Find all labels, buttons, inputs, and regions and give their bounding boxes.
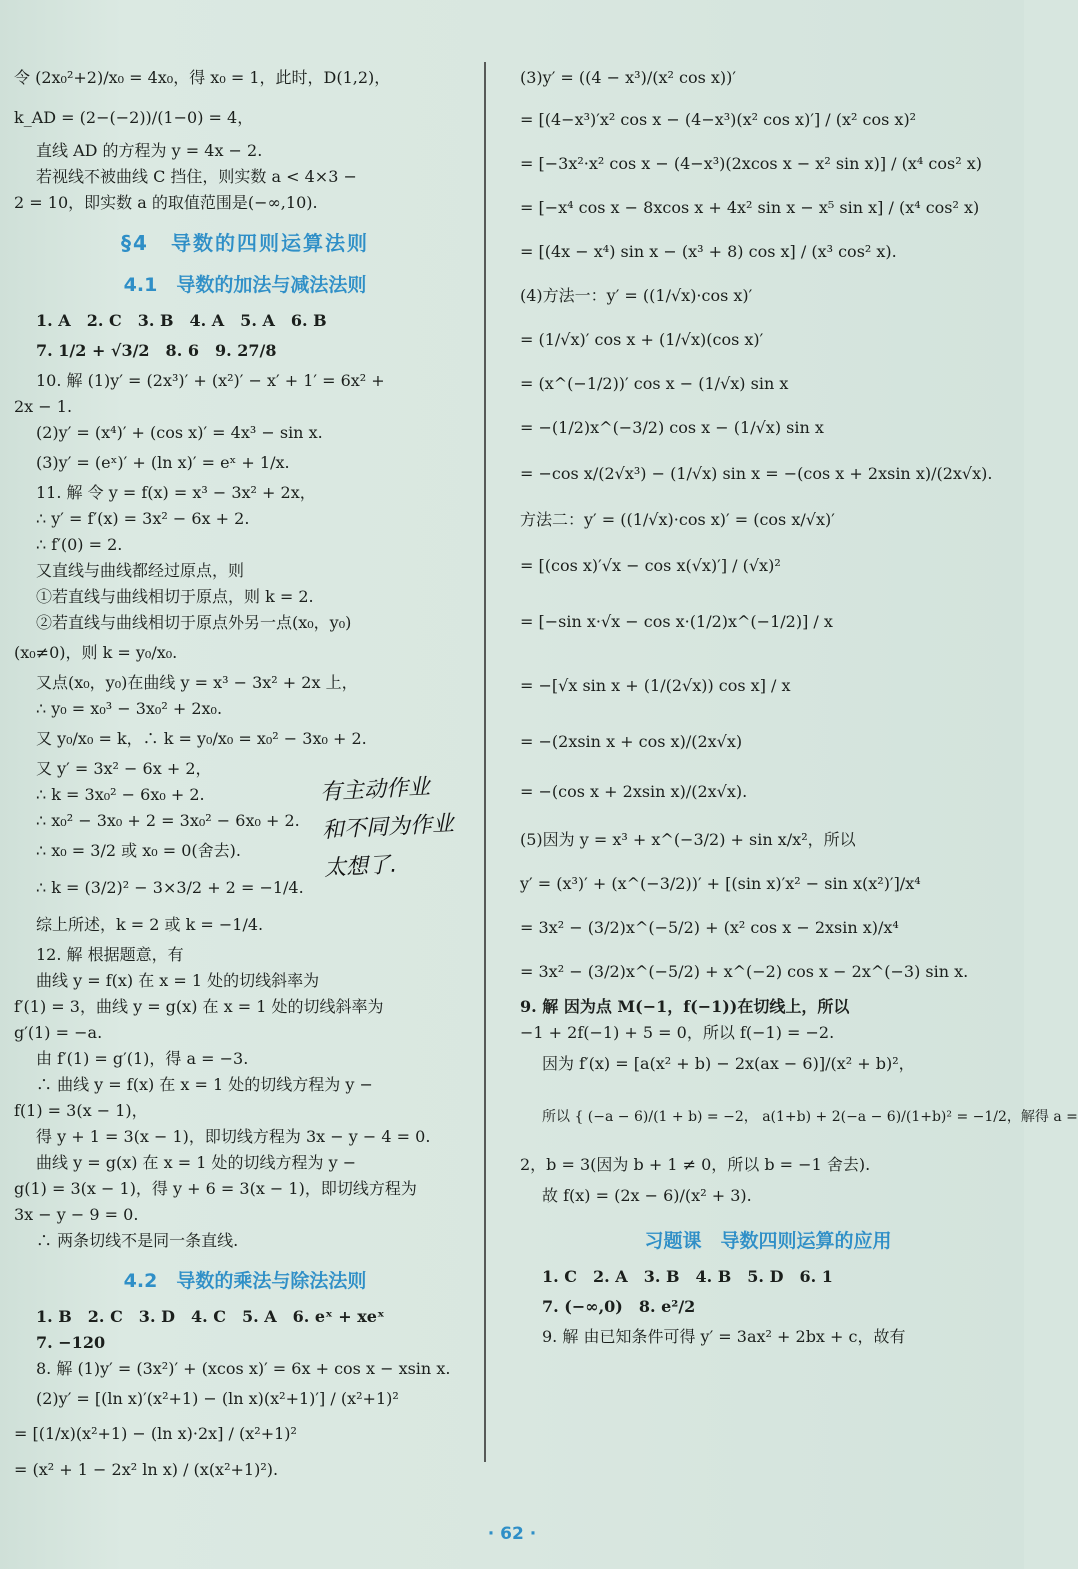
text-line: f(1) = 3(x − 1)， <box>14 1101 148 1120</box>
text-line: = [−x⁴ cos x − 8xcos x + 4x² sin x − x⁵ sin x] / (x⁴ cos² x) <box>520 198 980 217</box>
text-line: 9. 解 由已知条件可得 y′ = 3ax² + 2bx + c，故有 <box>542 1327 906 1346</box>
text-line: = (1/√x)′ cos x + (1/√x)(cos x)′ <box>520 330 764 349</box>
text-line: 综上所述，k = 2 或 k = −1/4. <box>36 915 264 934</box>
section-heading: §4 导数的四则运算法则 <box>121 231 369 255</box>
column-divider <box>484 62 486 1462</box>
text-line: 又 y′ = 3x² − 6x + 2， <box>36 759 212 778</box>
text-line: = [(cos x)′√x − cos x(√x)′] / (√x)² <box>520 556 781 575</box>
text-line: k_AD = (2−(−2))/(1−0) = 4， <box>14 108 254 127</box>
page-number: · 62 · <box>487 1524 537 1544</box>
text-line: = (x^(−1/2))′ cos x − (1/√x) sin x <box>520 374 789 393</box>
text-line: 又直线与曲线都经过原点，则 <box>36 561 245 580</box>
text-line: = [(1/x)(x²+1) − (ln x)·2x] / (x²+1)² <box>14 1424 297 1443</box>
text-line: 2x − 1. <box>14 397 73 416</box>
text-line: (2)y′ = (x⁴)′ + (cos x)′ = 4x³ − sin x. <box>36 423 323 442</box>
text-line: g′(1) = −a. <box>14 1023 103 1042</box>
text-line: 又 y₀/x₀ = k，∴ k = y₀/x₀ = x₀² − 3x₀ + 2. <box>36 729 367 748</box>
text-line: ∴ 曲线 y = f(x) 在 x = 1 处的切线方程为 y − <box>36 1075 373 1094</box>
text-line: (5)因为 y = x³ + x^(−3/2) + sin x/x²，所以 <box>520 830 856 849</box>
handwritten-note <box>319 766 495 889</box>
text-line: 又点(x₀，y₀)在曲线 y = x³ − 3x² + 2x 上， <box>36 673 358 692</box>
text-line: ∴ y₀ = x₀³ − 3x₀² + 2x₀. <box>36 699 223 718</box>
subsection-heading: 习题课 导数四则运算的应用 <box>644 1230 892 1252</box>
right-column <box>520 58 1078 1350</box>
text-line: = −(2xsin x + cos x)/(2x√x) <box>520 732 743 751</box>
handwriting-line: 和不同为作业 <box>321 811 455 844</box>
text-line: = [−3x²·x² cos x − (4−x³)(2xcos x − x² sin x)] / (x⁴ cos² x) <box>520 154 982 173</box>
text-line: (4)方法一：y′ = ((1/√x)·cos x)′ <box>520 286 753 305</box>
handwriting-line: 太想了. <box>323 852 398 882</box>
text-line: = 3x² − (3/2)x^(−5/2) + (x² cos x − 2xsin x)/x⁴ <box>520 918 899 937</box>
text-line: 8. 解 (1)y′ = (3x²)′ + (xcos x)′ = 6x + cos x − xsin x. <box>36 1359 451 1378</box>
text-line: = (x² + 1 − 2x² ln x) / (x(x²+1)²). <box>14 1460 279 1479</box>
text-line: 得 y + 1 = 3(x − 1)，即切线方程为 3x − y − 4 = 0. <box>36 1127 431 1146</box>
answer-line: 7. 1/2 + √3/2 8. 6 9. 27/8 <box>36 341 277 360</box>
text-line: y′ = (x³)′ + (x^(−3/2))′ + [(sin x)′x² − sin x(x²)′]/x⁴ <box>520 874 921 893</box>
text-line: (3)y′ = (eˣ)′ + (ln x)′ = eˣ + 1/x. <box>36 453 290 472</box>
text-line: ∴ 两条切线不是同一条直线. <box>36 1231 239 1250</box>
subsection-heading: 4.2 导数的乘法与除法法则 <box>123 1270 367 1292</box>
text-line: 故 f(x) = (2x − 6)/(x² + 3). <box>542 1186 752 1205</box>
text-line: 3x − y − 9 = 0. <box>14 1205 139 1224</box>
subsection-heading: 4.1 导数的加法与减法法则 <box>123 274 367 296</box>
text-line: ∴ f′(0) = 2. <box>36 535 123 554</box>
text-line: g(1) = 3(x − 1)，得 y + 6 = 3(x − 1)，即切线方程为 <box>14 1179 417 1198</box>
text-line: ∴ x₀ = 3/2 或 x₀ = 0(舍去). <box>36 841 241 860</box>
text-line: 所以 { (−a − 6)/(1 + b) = −2， a(1+b) + 2(−a − 6)/(1+b)² = −1/2，解得 a = <box>542 1109 1078 1125</box>
text-line: 因为 f′(x) = [a(x² + b) − 2x(ax − 6)]/(x² + b)²， <box>542 1054 915 1073</box>
text-line: = 3x² − (3/2)x^(−5/2) + x^(−2) cos x − 2x^(−3) sin x. <box>520 962 969 981</box>
answer-line: 1. B 2. C 3. D 4. C 5. A 6. eˣ + xeˣ <box>36 1307 385 1326</box>
text-line: ∴ y′ = f′(x) = 3x² − 6x + 2. <box>36 509 250 528</box>
handwriting-line: 有主动作业 <box>319 774 431 806</box>
text-line: f′(1) = 3，曲线 y = g(x) 在 x = 1 处的切线斜率为 <box>14 997 384 1016</box>
text-line: 10. 解 (1)y′ = (2x³)′ + (x²)′ − x′ + 1′ = 6x² + <box>36 371 385 390</box>
text-line: = −(cos x + 2xsin x)/(2x√x). <box>520 782 748 801</box>
text-line: 方法二：y′ = ((1/√x)·cos x)′ = (cos x/√x)′ <box>520 510 835 529</box>
text-line: (3)y′ = ((4 − x³)/(x² cos x))′ <box>520 68 737 87</box>
text-line: ①若直线与曲线相切于原点，则 k = 2. <box>36 587 314 606</box>
text-line: 令 (2x₀²+2)/x₀ = 4x₀，得 x₀ = 1，此时，D(1,2)， <box>14 68 391 87</box>
text-line: 12. 解 根据题意，有 <box>36 945 184 964</box>
text-line: = −[√x sin x + (1/(2√x)) cos x] / x <box>520 676 791 695</box>
text-line: −1 + 2f(−1) + 5 = 0，所以 f(−1) = −2. <box>520 1023 835 1042</box>
text-line: 2，b = 3(因为 b + 1 ≠ 0，所以 b = −1 舍去). <box>520 1155 871 1174</box>
text-line: ∴ k = (3/2)² − 3×3/2 + 2 = −1/4. <box>36 878 304 897</box>
text-line: = [(4−x³)′x² cos x − (4−x³)(x² cos x)′] / (x² cos x)² <box>520 110 917 129</box>
text-line: ∴ x₀² − 3x₀ + 2 = 3x₀² − 6x₀ + 2. <box>36 811 300 830</box>
answer-line: 7. (−∞,0) 8. e²/2 <box>542 1297 696 1316</box>
text-line: = −cos x/(2√x³) − (1/√x) sin x = −(cos x + 2xsin x)/(2x√x). <box>520 464 993 483</box>
text-line: = [(4x − x⁴) sin x − (x³ + 8) cos x] / (x³ cos² x). <box>520 242 897 261</box>
text-line: 直线 AD 的方程为 y = 4x − 2. <box>36 141 263 160</box>
text-line: 由 f′(1) = g′(1)，得 a = −3. <box>36 1049 249 1068</box>
text-line: = [−sin x·√x − cos x·(1/2)x^(−1/2)] / x <box>520 612 833 631</box>
text-line: 9. 解 因为点 M(−1，f(−1))在切线上，所以 <box>520 997 850 1016</box>
text-line: 若视线不被曲线 C 挡住，则实数 a < 4×3 − <box>36 167 357 186</box>
answer-line: 7. −120 <box>36 1333 106 1352</box>
text-line: 曲线 y = g(x) 在 x = 1 处的切线方程为 y − <box>36 1153 357 1172</box>
answer-line: 1. A 2. C 3. B 4. A 5. A 6. B <box>36 311 327 330</box>
text-line: ∴ k = 3x₀² − 6x₀ + 2. <box>36 785 205 804</box>
text-line: (2)y′ = [(ln x)′(x²+1) − (ln x)(x²+1)′] / (x²+1)² <box>36 1389 399 1408</box>
text-line: (x₀≠0)，则 k = y₀/x₀. <box>14 643 178 662</box>
answer-line: 1. C 2. A 3. B 4. B 5. D 6. 1 <box>542 1267 833 1286</box>
text-line: = −(1/2)x^(−3/2) cos x − (1/√x) sin x <box>520 418 824 437</box>
text-line: 曲线 y = f(x) 在 x = 1 处的切线斜率为 <box>36 971 320 990</box>
text-line: 2 = 10，即实数 a 的取值范围是(−∞,10). <box>14 193 318 212</box>
text-line: ②若直线与曲线相切于原点外另一点(x₀，y₀) <box>36 613 352 632</box>
text-line: 11. 解 令 y = f(x) = x³ − 3x² + 2x， <box>36 483 316 502</box>
